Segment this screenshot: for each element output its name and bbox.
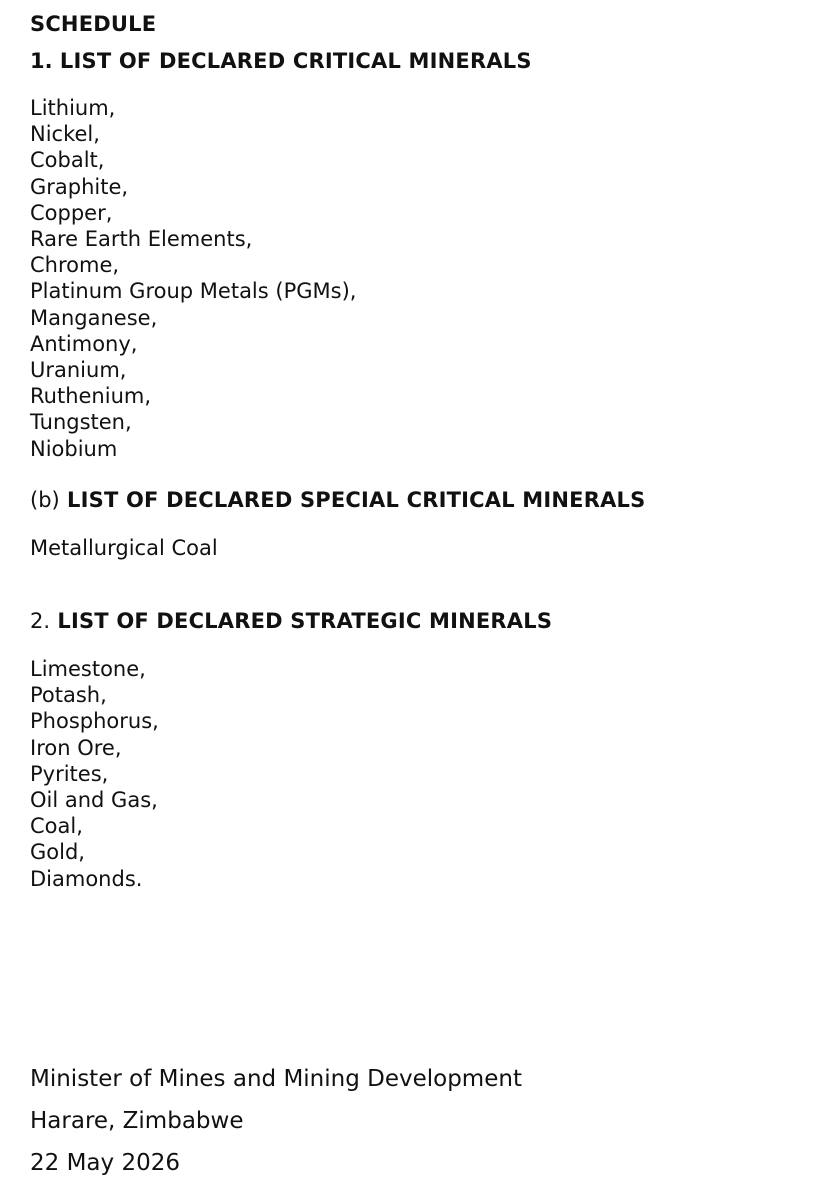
signature-block	[30, 1058, 522, 1184]
section-1-heading	[30, 48, 532, 74]
critical-minerals-list	[30, 95, 356, 462]
mineral-list-item: Platinum Group Metals (PGMs),	[30, 279, 357, 304]
mineral-list-item: Coal,	[30, 814, 83, 839]
document-page	[30, 0, 820, 1200]
schedule-title: SCHEDULE	[30, 12, 157, 36]
mineral-list-item: Diamonds.	[30, 866, 143, 891]
mineral-list-item: Nickel,	[30, 122, 100, 147]
section-2-title: LIST OF DECLARED STRATEGIC MINERALS	[57, 609, 553, 633]
section-1b-heading	[30, 487, 645, 513]
mineral-list-item: Tungsten,	[30, 410, 132, 435]
mineral-list-item: Chrome,	[30, 253, 120, 278]
section-1b-number: (b)	[30, 488, 60, 512]
mineral-list-item: Niobium	[30, 436, 118, 461]
section-1-title: LIST OF DECLARED CRITICAL MINERALS	[59, 49, 532, 73]
mineral-list-item: Iron Ore,	[30, 735, 122, 760]
mineral-list-item: Limestone,	[30, 657, 146, 681]
mineral-list-item: Gold,	[30, 840, 85, 865]
special-critical-minerals-list	[30, 535, 218, 561]
signature-place: Harare, Zimbabwe	[30, 1108, 244, 1134]
mineral-list-item: Potash,	[30, 683, 107, 708]
mineral-list-item: Graphite,	[30, 174, 129, 199]
signature-authority: Minister of Mines and Mining Development	[30, 1066, 522, 1092]
mineral-list-item: Copper,	[30, 200, 113, 225]
mineral-list-item: Phosphorus,	[30, 709, 159, 734]
mineral-list-item: Metallurgical Coal	[30, 536, 218, 560]
mineral-list-item: Lithium,	[30, 96, 116, 120]
section-1b-title: LIST OF DECLARED SPECIAL CRITICAL MINERALS	[67, 488, 646, 512]
mineral-list-item: Manganese,	[30, 305, 158, 330]
mineral-list-item: Rare Earth Elements,	[30, 227, 253, 252]
mineral-list-item: Oil and Gas,	[30, 788, 158, 813]
mineral-list-item: Uranium,	[30, 358, 127, 383]
section-1-number: 1.	[30, 49, 53, 73]
signature-date: 22 May 2026	[30, 1150, 180, 1176]
mineral-list-item: Ruthenium,	[30, 384, 152, 409]
section-2-number: 2.	[30, 609, 51, 633]
mineral-list-item: Antimony,	[30, 331, 138, 356]
mineral-list-item: Pyrites,	[30, 761, 109, 786]
mineral-list-item: Cobalt,	[30, 148, 105, 173]
section-2-heading	[30, 608, 552, 634]
strategic-minerals-list	[30, 656, 159, 892]
